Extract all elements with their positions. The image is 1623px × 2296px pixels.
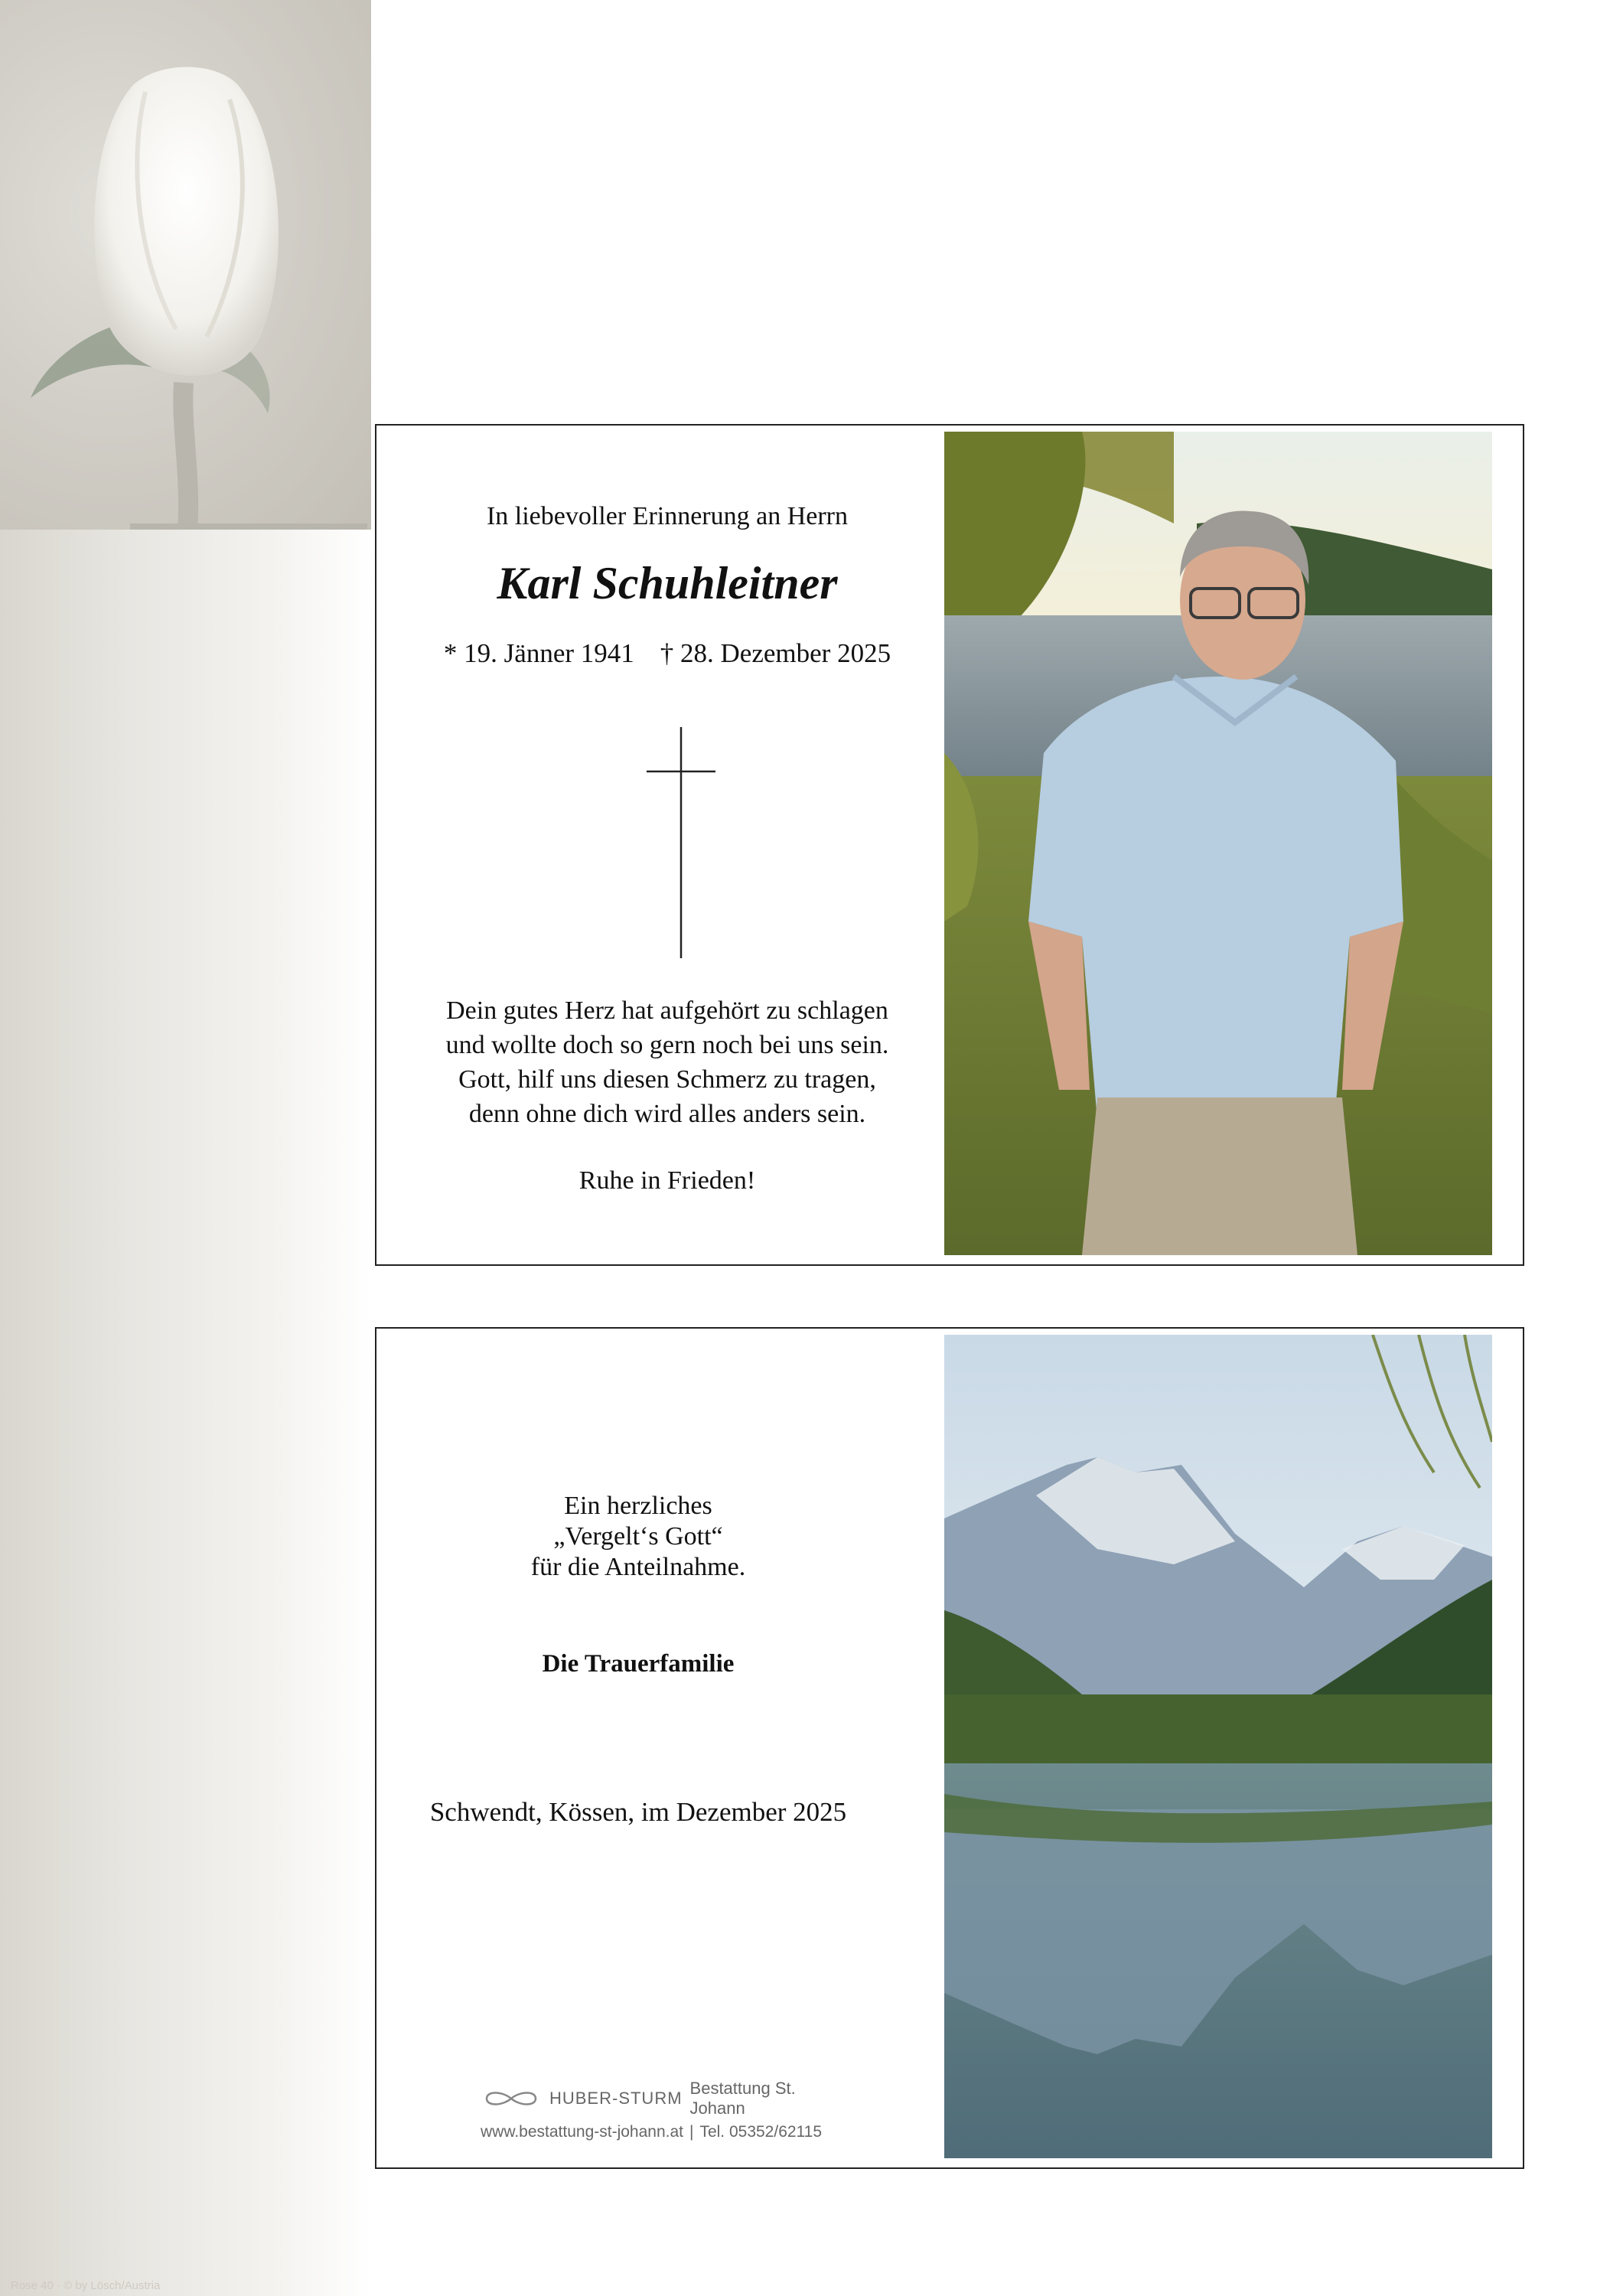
deceased-name: Karl Schuhleitner [497, 558, 838, 608]
memorial-poem [376, 993, 958, 1131]
memorial-intro: In liebevoller Erinnerung an Herrn [486, 502, 849, 530]
poem-line: und wollte doch so gern noch bei uns sein. [445, 1031, 889, 1059]
thanks-line: für die Anteilnahme. [530, 1553, 746, 1581]
undertaker-phone: Tel. 05352/62115 [699, 2123, 823, 2141]
decorative-side-strip [0, 0, 371, 2296]
thanks-text-column [376, 1329, 958, 2167]
image-credit: Rose 40 · © by Lösch/Austria [11, 2279, 161, 2292]
undertaker-name: Bestattung St. Johann [689, 2079, 796, 2118]
undertaker-brand: HUBER-STURM [549, 2089, 683, 2108]
portrait-photo [944, 432, 1492, 1255]
infinity-logo-icon [481, 2088, 542, 2109]
thanks-message [347, 1491, 929, 1583]
family-signature: Die Trauerfamilie [542, 1650, 735, 1678]
undertaker-imprint: HUBER-STURM Bestattung St. Johann www.bestattung-st-johann.at | Tel. 05352/62115 [481, 2079, 855, 2141]
life-dates [376, 638, 958, 669]
mountain-lake-photo [944, 1335, 1492, 2158]
memorial-card [375, 424, 1524, 1266]
thanks-line: Ein herzliches [564, 1492, 712, 1520]
place-and-date: Schwendt, Kössen, im Dezember 2025 [429, 1797, 847, 1827]
poem-line: Gott, hilf uns diesen Schmerz zu tragen, [458, 1065, 876, 1094]
thanks-card [375, 1327, 1524, 2169]
birth-date: * 19. Jänner 1941 [443, 638, 634, 668]
poem-line: denn ohne dich wird alles anders sein. [468, 1100, 866, 1128]
white-rose-image [0, 0, 371, 530]
death-date: † 28. Dezember 2025 [660, 638, 891, 668]
farewell-text: Ruhe in Frieden! [578, 1166, 756, 1195]
cross-icon [647, 727, 715, 958]
memorial-text-column [376, 426, 958, 1264]
undertaker-website: www.bestattung-st-johann.at [481, 2123, 683, 2141]
thanks-line: „Vergelt‘s Gott“ [553, 1522, 723, 1551]
poem-line: Dein gutes Herz hat aufgehört zu schlagen [446, 996, 888, 1025]
